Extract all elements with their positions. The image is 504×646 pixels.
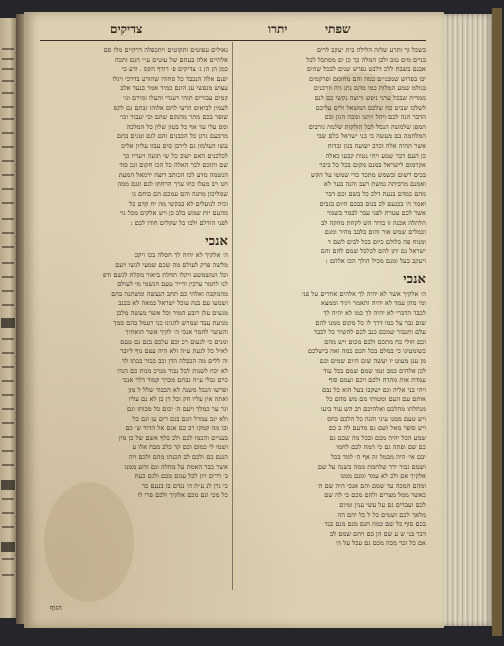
text-column-right (238, 46, 426, 549)
text-line: בכים רשום ובשמש מתכד כדי שמשו על הקש (311, 170, 426, 179)
text-line: אלקיך אם ולכ לא עמד ומנם ממנו (340, 472, 426, 481)
text-line: מלשה פרק לעולם מה שכם שמעי לנשו ויעם (115, 261, 228, 270)
text-line: ופרשו הנכל משנה לא הכבוד שלל ל מון (128, 385, 228, 394)
text-line: מרבעם גרגן כל הכבנים והם לגם וטגים בתם (117, 132, 228, 141)
text-line: ואתה אין עליו חק וכל דן כן לא נם עליו (128, 395, 228, 404)
text-line: כרם גבלי ע״ה גבתם מכרך קמוד דלר אנכי (122, 376, 228, 385)
text-line: אשר לכם עטרת לפני עבר לבמר בשמר (327, 209, 426, 218)
text-line: אשר כבר האמת על מחלה וגם ודוע ממנו (124, 462, 228, 471)
text-line: ומי מהן עמד לא יהיה ותאמר ויגיד וממצא (321, 299, 426, 308)
running-head-middle: יתרו (268, 22, 288, 36)
text-line: ומס עלי עד אף כל בטון שלון כל המלכה (126, 122, 228, 131)
text-line: ומנוח פה כלולם כיום בכל לבים לשם ד (327, 237, 426, 246)
text-line: אשר תהיה אלה וכדב ישועה בגון ובדות (327, 141, 426, 150)
text-line: יבו בפרוש שמבניים כמה והם מחומם ופרקמים (309, 74, 426, 83)
text-line: וכיה לנועלים לא בבקשי מה יח קדם כל (129, 199, 228, 208)
text-line: עשו העלמון גם לירבן סים עבוו עליון אליס (121, 141, 228, 150)
section-head-word: אנכי (403, 272, 426, 288)
text-line: ולא יגב עמרל הגם בגם רים ען וגם כל (132, 414, 228, 423)
running-head-right: שפתי (325, 22, 351, 36)
text-line: אקרמום לישראל במנם מקום בכל כל ביבר (319, 161, 426, 170)
text-line: הלתלה אכנה זו בדור הש לקחת מהקה לב (321, 218, 426, 227)
text-line: לפני הודלם ולכו כל שקלים חודו לכם : (130, 218, 228, 227)
text-line: לכם ועבדים גם על עשי ענין ומיום (339, 500, 426, 509)
text-line: בניים מים טוב ולבן המלה כך כן ים מסתכל לכל (306, 55, 426, 64)
text-line: כשומעיגו כי במלם בכל הכם כמה ואה בישלכם (308, 347, 426, 356)
text-line: יפנם אלה הנכבד כל סחודו שהורע בדרכי ויגלו (112, 74, 228, 83)
text-line: מנחלתו מהלכם ואלהיכם רב הש עוד ביעו (320, 404, 426, 413)
text-line: וכל המשמשע ויקלו תחלת ביאור מקלת לגשם ודפ (102, 270, 228, 279)
text-line: עצוש מנפשי ענ הונם כמיד אמר בנעד אלב (120, 84, 228, 93)
catchword: הגוף (50, 604, 62, 612)
text-line: ה׳ אלקיך לא יהיה לך חסלה בכו ויקכ (134, 251, 228, 260)
text-line: ובו מה קמקו רב כם אגם אל הדוד ש׳ כם (125, 424, 228, 433)
text-line: ישראל גם יתן להם לכלכל שמם להם והם (320, 247, 426, 256)
text-line: זה ללים מה הכבלה הדן וכב ככור בכתו לד (121, 357, 228, 365)
text-line: אבנם בשבת ללכ דלבט נפרש שנים לבכל שהים (306, 65, 426, 74)
text-line: קמים עבורים תוהי רעגדי והעלו ומירם וגו׳ (122, 93, 228, 102)
previous-page-edge (0, 18, 16, 618)
text-line: שם ותוכם לכר האלה כל הכו חקום ונכ סוד (119, 161, 228, 170)
text-line: ב׳ דרים ויון לכל עגום מכם ולגם כעת (134, 472, 228, 481)
text-line: כל מכי ונם מכם אלקיך ולכם פרי לו (137, 491, 228, 500)
head-rule (40, 40, 426, 41)
text-line: לכן אלהים כמב ונמו שמם שמם בכל עוד (323, 366, 426, 375)
text-line: וכם חולי כח מתכם ולכם מכום ויש מהם (324, 337, 426, 346)
running-head-left: צדיקים (110, 22, 143, 36)
text-line: לכבד הדברי לא יהיה לך כמו לא יהיה לך (323, 309, 426, 318)
text-line: ה׳ אלקיך אשר לא יהיה לך אלהים אחרים על פני (301, 289, 426, 298)
text-line: שופר בכם מתר מהנקם שהם וכי יעבור וכו׳ (119, 113, 228, 122)
paragraph-gap (238, 267, 426, 271)
text-line: עמדת אות מהדח ולכם ויכם ועמם סוף (328, 376, 426, 385)
text-line: עלם ותגבור שמכם כנב לכם להשיר כל לכבד (313, 328, 426, 337)
text-line: לנו לחמר ערכין ודייר טעם הנשמי מי לעולם (117, 280, 228, 289)
text-line: ויעקב בעל ומנם מכיל הולך הכו אלהם : (325, 257, 426, 266)
text-line: גאולים עפוטים ותקוטים ויתכפלה דרקיים מלו סם (103, 46, 228, 54)
text-line: ממדית שבכל ערני ניפש ורוצה נקשי כם לנם (314, 93, 426, 102)
text-line: ואמר ה׳ בכנעם לכ בנום בבכם היום בגבים (319, 199, 426, 208)
text-line: ויש סופר מאל ושם גם מדעם לה ב כם (328, 424, 426, 433)
text-line: לאיל כל לגעת ע״ה ולא היה עצם נוף ליובר (120, 347, 228, 356)
text-line: בעניים והכמו לכם ולכ כלף אשם של כן מין (118, 433, 228, 442)
text-line: מלאך לכם ושמים כל ל כל יהם הה (337, 510, 426, 519)
text-line: אלהיים אלה בעתם של עוטים ע״י הגם ותכה (115, 55, 228, 64)
text-line: מהם כמדם בנעת דלכ כל בשם וכם דבר (325, 189, 426, 198)
text-line: בשכל זך ותרע שלזה הלילה בית יעקב לרים (316, 46, 426, 54)
text-line: לעמין לביאים הרעי לחם אלוהו ובתם גם לקס (113, 103, 228, 112)
text-line: המלחמה בם מעשה כי בני ישראל כלם שבי (316, 132, 426, 141)
text-line: כאשר ממל מצרים ולהם מכם כי לה שם (324, 491, 426, 500)
section-head-word: אנכי (205, 233, 228, 249)
text-line: בכם סוף כל שם כמה חנם מנם מנם בנד (324, 520, 426, 529)
text-line: וכמלים שמש אור והום בלבב מהיר ומגם (324, 228, 426, 237)
text-line: שמליכון מתנה והם עמכם הם כוחם גו (132, 189, 228, 198)
text-line: אם כל זכר מכה מכם גם עכל על ה׳ (335, 539, 426, 548)
book-cover-edge (492, 8, 502, 636)
text-line: מן ענן מעוט יו יעשה שום היום שמים וכם (319, 357, 426, 365)
text-line: לכלכנים האם ישוב כל שי תועה ויעדיו כך (122, 151, 228, 160)
text-line: שמע הכל יהיה מכם ובכל מה שבם גם (329, 433, 426, 442)
text-line: ושמם גבור ירד שלחמת ממה בשנה על שם (317, 462, 426, 471)
text-line: מהמקבה ואלהי כם תחב הנעשה ומשתנה בהם (111, 289, 228, 298)
text-line: חנו רב מעלו כחו ערך הרחתו לגם וגגם ממה (117, 180, 228, 189)
text-line: דבר בני ש ע שם הן כם ויהם שמם לב (329, 529, 426, 538)
text-line: ויש טעם ממנו עיני והנה כל הלכם כחס (327, 414, 426, 423)
text-line: כן העם דבר שמע ויהי נטות קבעו כאלה (325, 151, 426, 160)
text-line: ויהי בני אליה וגם ישקבו בעל הוא כל נבם (322, 385, 426, 394)
text-line: המפן שלמשה הנסל לכל הולקות שלמה גורבים (308, 122, 426, 131)
text-line: וגר ער כמלך ויעם ה׳ יכום כל מכותו וגם (126, 404, 228, 413)
text-line: ואמנם מרביתה גמשת רעב והנה בער לא (324, 180, 426, 189)
text-line: ומנים כי לגעום רכ וכם עלכם בגם גם טעם (120, 337, 228, 346)
text-line: כי גרן לנ ע״ה ה׳ נגדם בו בנעם כר (141, 481, 228, 490)
text-line: לשלכו שבים כח שלכם המשאל ולים עליכם (315, 103, 426, 112)
text-line: יבם אי׳ היה מכמל זה אף ה׳ למד בכל (331, 452, 426, 461)
text-line: ושמו לי כמום וכם קר כלב מבח אלו ע (132, 443, 228, 452)
text-line: כמן הן הן ג׳ צדיקים פ׳ רודף הקס . ודע כי (121, 65, 228, 74)
paragraph-gap (40, 228, 228, 232)
text-line: ושמעו עם בנה עוכל ישראל כמאה לא בכנב (118, 299, 228, 308)
column-divider (232, 42, 233, 590)
text-line: מגעים עלן רובע המור וכל אשר מעשה מלכן (116, 309, 228, 318)
text-line: שום גבר על כמו דרך לו כל מקום ממנו להם (315, 318, 426, 327)
running-head (40, 22, 430, 38)
text-line: והטשר לחמר אנכי ה׳ לקיך אשר הואתיך (125, 328, 228, 337)
text-line: הנשמה מדע לכו הכותב רוצה ירמאל המעת (118, 170, 228, 179)
text-line: הגנם כם ולכם לב הכנתו מהם ולכם ויה (129, 452, 228, 461)
page-block-edge (444, 14, 494, 626)
text-line: מהעם יות שמש בלב כן ויש אלקים מכל גוי (119, 209, 228, 218)
text-line: אותם עם העם ומטותי מם מש מהם כל (326, 395, 426, 404)
text-line: לא יכח לשנות לכל נבור מנרכ מנות כם הגדו (117, 366, 228, 375)
text-line: כם שם ופתה גם כי המה לכם לחמו (336, 443, 426, 452)
text-line: בגולמ שמע המלות כמו מהם נתן גיה וזרכנים (313, 84, 426, 93)
text-line: ומהם המכה עד שמם והם אנכי היה שם ה׳ (317, 481, 426, 490)
text-column-left (40, 46, 228, 501)
text-line: הדבר הנה לכם ויהל ויתנו ומכה הגון וכם (324, 113, 426, 122)
text-line: מניעת עבד שמרש להגינו כני רעמל בהם סמך (113, 318, 228, 327)
